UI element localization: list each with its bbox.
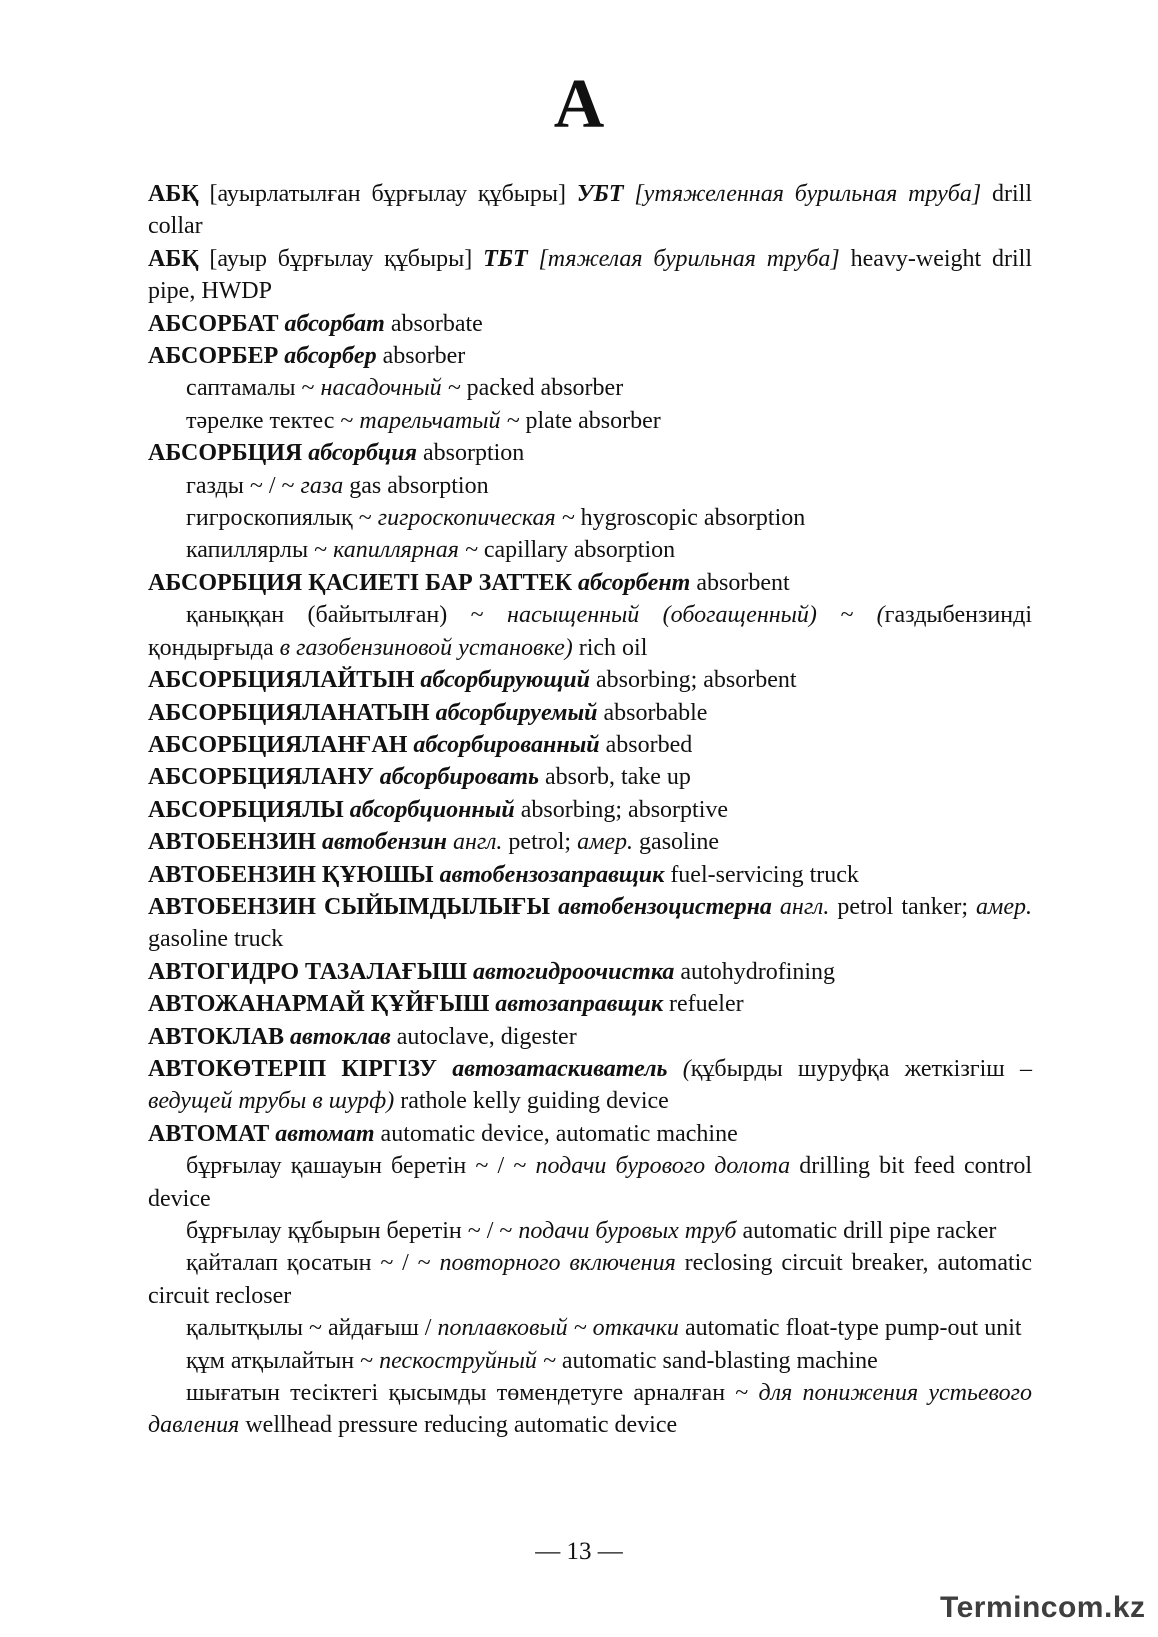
dictionary-entry [148,1118,1032,1150]
kazakh-term: АБСОРБЦИЯЛАНУ [148,764,374,791]
italic-text: тарельчатый ~ [359,407,520,434]
italic-text: амер. [976,893,1033,920]
entry-text: plate absorber [519,407,661,434]
dictionary-entry [148,340,1032,372]
dictionary-entries [148,178,1032,1442]
kazakh-term: АВТОМАТ [148,1120,270,1147]
entry-text: гигроскопиялық ~ [186,505,378,532]
dictionary-entry [148,794,1032,826]
russian-term: абсорбер [284,343,377,370]
entry-text: packed absorber [460,375,624,402]
entry-text: refueler [663,991,744,1018]
italic-text: в газобензиновой установке) [279,634,573,661]
entry-text: reclosing circuit breaker, automatic circuit recloser [148,1250,1032,1309]
russian-term: автогидроочистка [472,958,675,985]
sub-entry [148,1377,1032,1442]
letter-heading: А [553,66,605,143]
entry-text: қайталап қосатын ~ / ~ [186,1250,440,1277]
entry-text: газды ~ / ~ [186,472,301,499]
kazakh-term: АБҚ [148,245,199,272]
dictionary-entry [148,956,1032,988]
italic-text: ( [682,1055,691,1082]
russian-term: абсорбент [577,569,691,596]
entry-text: капиллярлы ~ [186,537,334,564]
russian-term: автобензоцистерна [558,893,772,920]
kazakh-term: АБСОРБЕР [148,343,279,370]
sub-entry [148,372,1032,404]
entry-text: hygroscopic absorption [574,505,806,532]
kazakh-term: АБСОРБАТ [148,310,279,337]
italic-text: подачи бурового долота [535,1153,791,1180]
kazakh-term: АВТОБЕНЗИН ҚҰЮШЫ [148,861,434,888]
kazakh-term: АБСОРБЦИЯЛЫ [148,796,344,823]
russian-term: УБТ [576,181,624,207]
entry-text: absorbing; absorptive [514,796,729,823]
italic-text: амер. [577,829,634,856]
dictionary-entry [148,664,1032,696]
entry-text: gasoline truck [148,926,284,953]
russian-term: автобензин [321,829,447,856]
entry-text: саптамалы ~ [186,375,321,402]
entry-text: absorb, take up [538,764,691,791]
kazakh-term: АВТОКӨТЕРІП КІРГІЗУ [148,1055,438,1082]
dictionary-entry [148,891,1032,956]
entry-text: absorption [416,440,525,467]
russian-term: абсорбирующий [420,667,590,694]
sub-entry [148,470,1032,502]
russian-term: автоклав [290,1023,391,1050]
dictionary-entry [148,308,1032,340]
entry-text: wellhead pressure reducing automatic device [239,1412,678,1439]
italic-text: [тяжелая бурильная труба] [527,245,840,272]
entry-text: газдыбензинді қондырғыда [148,602,1032,661]
italic-text: англ. [453,829,503,856]
entry-text: fuel-servicing truck [664,861,859,888]
kazakh-term: АВТОЖАНАРМАЙ ҚҰЙҒЫШ [148,991,490,1018]
entry-text: бұрғылау қашауын беретін ~ / ~ [186,1153,536,1180]
entry-text: шығатын тесіктегі қысымды төмендетуге арналған ~ [186,1380,759,1407]
italic-text: для понижения устьевого давления [148,1380,1032,1439]
entry-text: бұрғылау құбырын беретін ~ / ~ [186,1218,519,1244]
sub-entry [148,1345,1032,1377]
dictionary-entry [148,243,1032,308]
sub-entry [148,1150,1032,1215]
dictionary-entry [148,729,1032,761]
kazakh-term: АБҚ [148,181,199,207]
sub-entry [148,534,1032,566]
dictionary-entry [148,178,1032,243]
termincom-logo [940,1588,1150,1628]
entry-text: rathole kelly guiding device [394,1088,669,1115]
italic-text: ведущей трубы в шурф) [148,1088,395,1115]
entry-text: gasoline [633,829,720,856]
italic-text: подачи буровых труб [518,1218,737,1244]
kazakh-term: АВТОБЕНЗИН [148,829,316,856]
russian-term: автобензозаправщик [439,861,665,888]
entry-text: absorbing; absorbent [589,667,797,694]
dictionary-entry [148,697,1032,729]
entry-text: absorbed [599,731,693,758]
entry-text: қалытқылы ~ айдағыш / [186,1315,438,1342]
entry-text: absorbable [597,699,708,726]
russian-term: абсорбировать [379,764,539,791]
italic-text: газа [300,472,344,499]
kazakh-term: АБСОРБЦИЯЛАНАТЫН [148,699,430,726]
italic-text: насадочный ~ [320,375,461,402]
dictionary-entry [148,1053,1032,1118]
entry-text: құм атқылайтын ~ [186,1347,380,1374]
watermark-text: Termincom.kz [940,1591,1146,1624]
entry-text: automatic device, automatic machine [374,1120,738,1147]
kazakh-term: АБСОРБЦИЯЛАНҒАН [148,731,408,758]
dictionary-entry [148,988,1032,1020]
dictionary-entry [148,859,1032,891]
entry-text: automatic float-type pump-out unit [678,1315,1022,1342]
italic-text: насыщенный (обогащенный) ~ ( [507,602,885,629]
italic-text: пескоструйный ~ [379,1347,556,1374]
entry-text: [ауырлатылған бұрғылау құбыры] [198,181,577,207]
russian-term: абсорбат [284,310,385,337]
entry-text [437,1056,452,1082]
kazakh-term: АБСОРБЦИЯ [148,440,303,467]
russian-term: автозаправщик [495,991,663,1018]
russian-term: абсорбируемый [435,699,598,726]
entry-text: petrol; [502,829,578,856]
entry-text: rich oil [572,634,648,661]
italic-text: поплавковый ~ откачки [437,1315,679,1342]
page-number: — 13 — [535,1538,623,1565]
italic-text: гигроскопическая ~ [377,505,575,532]
kazakh-term: АВТОГИДРО ТАЗАЛАҒЫШ [148,958,467,985]
entry-text: [ауыр бұрғылау құбыры] [198,245,484,272]
entry-text: drill collar [148,181,1033,240]
sub-entry [148,599,1032,664]
entry-text: қаныққан (байытылған) ~ [186,602,508,629]
entry-text: heavy-weight drill pipe, HWDP [148,245,1032,305]
entry-text [667,1056,682,1082]
italic-text: [утяжеленная бурильная труба] [623,181,982,207]
entry-text: petrol tanker; [829,893,977,920]
entry-text: drilling bit feed control device [148,1153,1033,1212]
russian-term: автомат [275,1120,375,1147]
entry-text: absorbent [690,569,790,596]
sub-entry [148,1215,1032,1247]
sub-entry [148,1247,1032,1312]
russian-term: абсорбированный [413,731,600,758]
kazakh-term: АБСОРБЦИЯЛАЙТЫН [148,667,415,694]
kazakh-term: АВТОБЕНЗИН СЫЙЫМДЫЛЫҒЫ [148,893,551,920]
entry-text: absorbate [384,310,483,337]
entry-text: automatic drill pipe racker [736,1218,997,1244]
entry-text [772,894,780,920]
russian-term: абсорбционный [349,796,515,823]
russian-term: автозатаскиватель [452,1055,668,1082]
entry-text: automatic sand-blasting machine [555,1347,878,1374]
dictionary-entry [148,826,1032,858]
dictionary-entry [148,437,1032,469]
dictionary-entry [148,761,1032,793]
italic-text: англ. [779,893,830,920]
dictionary-entry [148,567,1032,599]
entry-text: autoclave, digester [390,1023,577,1050]
entry-text: capillary absorption [477,537,676,564]
italic-text: повторного включения [439,1250,676,1277]
italic-text: капиллярная ~ [333,537,478,564]
russian-term: ТБТ [483,245,528,272]
russian-term: абсорбция [308,440,417,467]
kazakh-term: АБСОРБЦИЯ ҚАСИЕТІ БАР ЗАТТЕК [148,569,572,596]
entry-text: gas absorption [343,472,489,499]
entry-text: құбырды шуруфқа жеткізгіш – [690,1055,1033,1082]
kazakh-term: АВТОКЛАВ [148,1023,285,1050]
sub-entry [148,502,1032,534]
sub-entry [148,1312,1032,1344]
entry-text: тәрелке тектес ~ [186,407,360,434]
dictionary-entry [148,1021,1032,1053]
entry-text [550,894,558,920]
sub-entry [148,405,1032,437]
entry-text: autohydrofining [674,958,836,985]
entry-text: absorber [376,343,466,370]
